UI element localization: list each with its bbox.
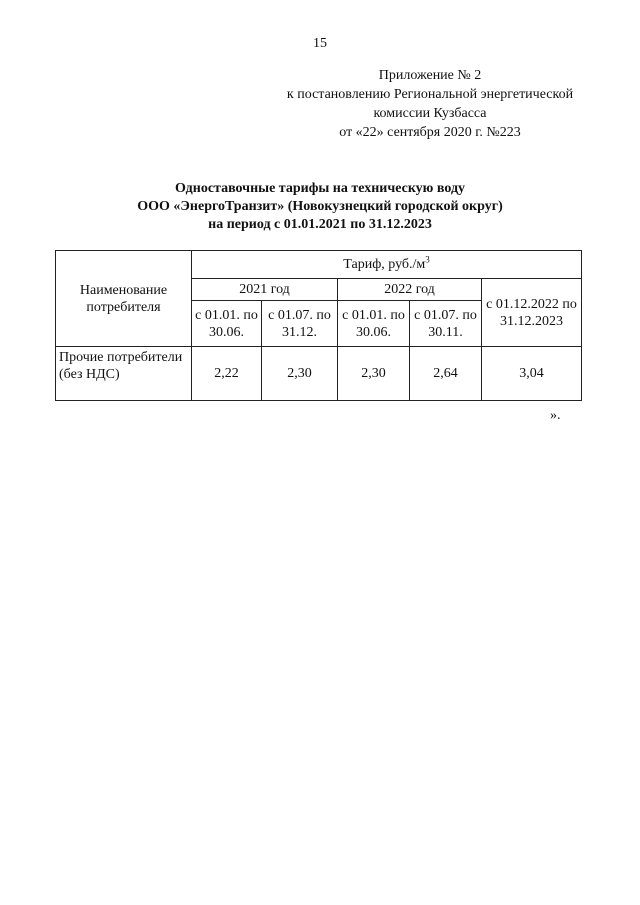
tariff-value: 3,04 xyxy=(482,347,582,401)
period-header: с 01.07. по 30.11. xyxy=(410,301,482,347)
page-number: 15 xyxy=(313,36,327,51)
tariff-value: 2,22 xyxy=(192,347,262,401)
period-header: с 01.12.2022 по 31.12.2023 xyxy=(482,279,582,347)
year-header-2021: 2021 год xyxy=(192,279,338,301)
consumer-header: Наименование потребителя xyxy=(56,251,192,347)
title-line: Одноставочные тарифы на техническую воду xyxy=(174,181,466,196)
period-header: с 01.01. по 30.06. xyxy=(192,301,262,347)
title-line: ООО «ЭнергоТранзит» (Новокузнецкий городской округ) xyxy=(137,199,503,214)
title-line: на период с 01.01.2021 по 31.12.2023 xyxy=(208,217,432,232)
tariff-header xyxy=(192,251,582,279)
document-title xyxy=(0,180,640,234)
period-header: с 01.01. по 30.06. xyxy=(338,301,410,347)
year-header-2022: 2022 год xyxy=(338,279,482,301)
tariff-value: 2,30 xyxy=(338,347,410,401)
closing-quote-mark: ». xyxy=(550,408,561,423)
appendix-line: Приложение № 2 xyxy=(378,68,482,83)
tariff-table xyxy=(55,250,582,401)
tariff-header-text: Тариф, руб./м xyxy=(343,257,426,272)
tariff-value: 2,30 xyxy=(262,347,338,401)
tariff-value: 2,64 xyxy=(410,347,482,401)
consumer-name: Прочие потребители (без НДС) xyxy=(56,347,192,401)
appendix-line: от «22» сентября 2020 г. №223 xyxy=(339,125,521,140)
table-row xyxy=(56,347,582,401)
appendix-block xyxy=(270,66,590,142)
appendix-line: комиссии Кузбасса xyxy=(373,106,487,121)
appendix-line: к постановлению Региональной энергетической xyxy=(286,87,574,102)
period-header: с 01.07. по 31.12. xyxy=(262,301,338,347)
tariff-header-superscript: 3 xyxy=(425,254,430,265)
